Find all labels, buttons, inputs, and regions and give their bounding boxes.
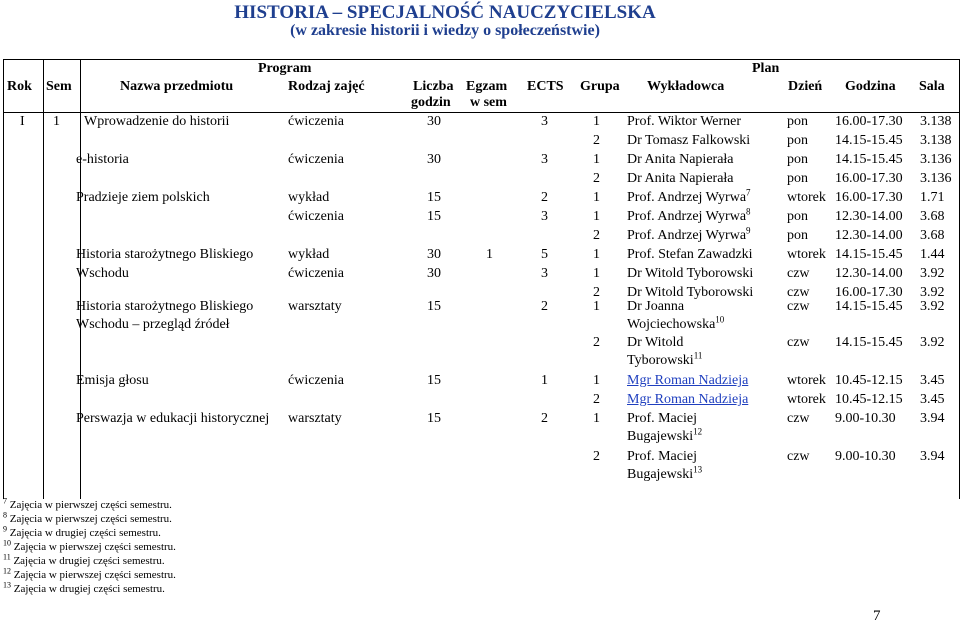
- footnote-number: 11: [3, 552, 11, 562]
- dzien-cell: pon: [787, 114, 808, 129]
- godzin-cell: 30: [427, 152, 441, 167]
- subject-name: e-historia: [76, 152, 129, 167]
- sala-cell: 3.138: [920, 133, 952, 148]
- footnote: [3, 510, 172, 525]
- footnote-number: 9: [3, 524, 7, 534]
- sala-cell: 3.92: [920, 335, 945, 350]
- footnote-text: Zajęcia w pierwszej części semestru.: [11, 569, 176, 581]
- ects-cell: 5: [541, 247, 548, 262]
- godzina-cell: 12.30-14.00: [835, 209, 903, 224]
- dzien-cell: czw: [787, 449, 810, 464]
- grupa-cell: 1: [593, 209, 600, 224]
- godzin-cell: 30: [427, 266, 441, 281]
- godzina-cell: 10.45-12.15: [835, 373, 903, 388]
- godzina-cell: 14.15-15.45: [835, 299, 903, 314]
- rodzaj-cell: ćwiczenia: [288, 373, 344, 388]
- egzam-header: Egzam: [466, 79, 508, 94]
- rodzaj-header: Rodzaj zajęć: [288, 79, 365, 94]
- footnote-number: 7: [3, 496, 7, 506]
- footnote: [3, 580, 165, 595]
- godzina-cell: 14.15-15.45: [835, 152, 903, 167]
- grupa-cell: 1: [593, 299, 600, 314]
- lecturer-cell: Prof. Maciej: [627, 449, 697, 464]
- dzien-cell: czw: [787, 285, 810, 300]
- dzien-cell: czw: [787, 335, 810, 350]
- footnote-number: 8: [3, 510, 7, 520]
- lecturer-cell: Dr Anita Napierała: [627, 171, 734, 186]
- godzina-cell: 16.00-17.30: [835, 190, 903, 205]
- godzin-cell: 30: [427, 247, 441, 262]
- lecturer-cell: Dr Witold: [627, 335, 684, 350]
- godzin-cell: 30: [427, 114, 441, 129]
- grupa-cell: 1: [593, 373, 600, 388]
- footnote-text: Zajęcia w pierwszej części semestru.: [7, 513, 172, 525]
- footnote-ref: 7: [746, 187, 751, 198]
- footnote: [3, 538, 176, 553]
- lecturer-cell: Dr Witold Tyborowski: [627, 285, 754, 300]
- grupa-cell: 2: [593, 335, 600, 350]
- dzien-header: Dzień: [788, 79, 823, 94]
- godzina-header: Godzina: [845, 79, 896, 94]
- egzam-cell: 1: [486, 247, 493, 262]
- dzien-cell: pon: [787, 228, 808, 243]
- rok-column-line: [43, 59, 44, 499]
- ects-cell: 3: [541, 152, 548, 167]
- rok-value: I: [20, 114, 25, 129]
- footnote-text: Zajęcia w drugiej części semestru.: [11, 583, 165, 595]
- ects-cell: 3: [541, 114, 548, 129]
- grupa-cell: 1: [593, 114, 600, 129]
- sala-cell: 3.136: [920, 152, 952, 167]
- page-number: 7: [873, 608, 881, 624]
- rodzaj-cell: ćwiczenia: [288, 152, 344, 167]
- ects-cell: 1: [541, 373, 548, 388]
- table-border-top: [3, 59, 959, 60]
- sala-cell: 3.68: [920, 228, 945, 243]
- ects-cell: 2: [541, 190, 548, 205]
- sala-cell: 3.92: [920, 266, 945, 281]
- ects-cell: 2: [541, 299, 548, 314]
- footnote-number: 12: [3, 566, 11, 576]
- ects-cell: 2: [541, 411, 548, 426]
- page-title: HISTORIA – SPECJALNOŚĆ NAUCZYCIELSKA: [234, 2, 656, 23]
- subject-name: Emisja głosu: [76, 373, 149, 388]
- footnote-text: Zajęcia w pierwszej części semestru.: [7, 499, 172, 511]
- liczba-header: Liczba: [413, 79, 454, 94]
- godzin-cell: 15: [427, 190, 441, 205]
- page-subtitle: (w zakresie historii i wiedzy o społeczeństwie): [290, 22, 600, 39]
- dzien-cell: czw: [787, 266, 810, 281]
- godzina-cell: 14.15-15.45: [835, 133, 903, 148]
- footnote-ref: 11: [693, 350, 703, 361]
- grupa-cell: 1: [593, 190, 600, 205]
- lecturer-link[interactable]: Mgr Roman Nadzieja: [627, 373, 749, 388]
- godzina-cell: 14.15-15.45: [835, 335, 903, 350]
- subject-name: Perswazja w edukacji historycznej: [76, 411, 270, 426]
- lecturer-cell-cont: Wojciechowska$^{10}$: [627, 314, 725, 332]
- lecturer-cell: Prof. Andrzej Wyrwa$^8$: [627, 206, 751, 224]
- godzina-cell: 16.00-17.30: [835, 285, 903, 300]
- dzien-cell: pon: [787, 209, 808, 224]
- footnote: [3, 524, 161, 539]
- rodzaj-cell: wykład: [288, 247, 330, 262]
- lecturer-cell: Prof. Stefan Zawadzki: [627, 247, 753, 262]
- footnote-text: Zajęcia w pierwszej części semestru.: [11, 541, 176, 553]
- grupa-cell: 2: [593, 171, 600, 186]
- grupa-cell: 2: [593, 449, 600, 464]
- godzin-header: godzin: [411, 95, 451, 110]
- godzin-cell: 15: [427, 411, 441, 426]
- grupa-cell: 1: [593, 247, 600, 262]
- grupa-cell: 1: [593, 411, 600, 426]
- subject-name: Wschodu – przegląd źródeł: [76, 317, 230, 332]
- lecturer-cell: Dr Tomasz Falkowski: [627, 133, 751, 148]
- godzina-cell: 9.00-10.30: [835, 449, 896, 464]
- grupa-cell: 1: [593, 266, 600, 281]
- lecturer-cell: Dr Anita Napierała: [627, 152, 734, 167]
- footnote-text: Zajęcia w drugiej części semestru.: [10, 555, 165, 567]
- ects-cell: 3: [541, 209, 548, 224]
- dzien-cell: wtorek: [787, 373, 826, 388]
- dzien-cell: pon: [787, 171, 808, 186]
- table-border-left: [3, 59, 4, 499]
- footnote-number: 13: [3, 580, 11, 590]
- godzin-cell: 15: [427, 373, 441, 388]
- grupa-cell: 2: [593, 133, 600, 148]
- wykladowca-header: Wykładowca: [647, 79, 725, 94]
- subject-name: Pradzieje ziem polskich: [76, 190, 210, 205]
- sala-cell: 3.92: [920, 299, 945, 314]
- sala-cell: 3.136: [920, 171, 952, 186]
- lecturer-cell: Prof. Andrzej Wyrwa$^7$: [627, 187, 751, 205]
- rodzaj-cell: wykład: [288, 190, 330, 205]
- plan-header: Plan: [752, 61, 780, 76]
- sem-value: 1: [53, 114, 60, 129]
- lecturer-link[interactable]: Mgr Roman Nadzieja: [627, 392, 749, 407]
- lecturer-cell: Prof. Wiktor Werner: [627, 114, 742, 129]
- footnote-ref: 8: [746, 206, 751, 217]
- rodzaj-cell: warsztaty: [288, 299, 342, 314]
- footnote-text: Zajęcia w drugiej części semestru.: [7, 527, 161, 539]
- sala-cell: 3.138: [920, 114, 952, 129]
- ects-cell: 3: [541, 266, 548, 281]
- footnote: [3, 496, 172, 511]
- dzien-cell: pon: [787, 152, 808, 167]
- godzina-cell: 9.00-10.30: [835, 411, 896, 426]
- grupa-cell: 2: [593, 285, 600, 300]
- dzien-cell: czw: [787, 411, 810, 426]
- rok-header: Rok: [7, 79, 32, 94]
- footnote: [3, 552, 165, 567]
- wsem-header: w sem: [470, 95, 507, 110]
- lecturer-cell-cont: Bugajewski$^{12}$: [627, 426, 703, 444]
- footnote-ref: 10: [715, 314, 725, 325]
- footnote: [3, 566, 176, 581]
- lecturer-cell-cont: Tyborowski$^{11}$: [627, 350, 703, 368]
- godzina-cell: 16.00-17.30: [835, 171, 903, 186]
- lecturer-cell: Dr Witold Tyborowski: [627, 266, 754, 281]
- godzin-cell: 15: [427, 209, 441, 224]
- sala-cell: 3.45: [920, 373, 945, 388]
- footnote-ref: 13: [693, 464, 703, 475]
- grupa-cell: 1: [593, 152, 600, 167]
- dzien-cell: pon: [787, 133, 808, 148]
- dzien-cell: wtorek: [787, 392, 826, 407]
- grupa-cell: 2: [593, 228, 600, 243]
- dzien-cell: wtorek: [787, 247, 826, 262]
- lecturer-cell: Prof. Maciej: [627, 411, 697, 426]
- lecturer-cell-cont: Bugajewski$^{13}$: [627, 464, 703, 482]
- sala-cell: 1.44: [920, 247, 945, 262]
- rodzaj-cell: warsztaty: [288, 411, 342, 426]
- header-bottom-line: [3, 112, 959, 113]
- godzina-cell: 10.45-12.15: [835, 392, 903, 407]
- rodzaj-cell: ćwiczenia: [288, 266, 344, 281]
- subject-name: Historia starożytnego Bliskiego: [76, 299, 254, 314]
- sala-cell: 3.45: [920, 392, 945, 407]
- grupa-cell: 2: [593, 392, 600, 407]
- lecturer-cell: Dr Joanna: [627, 299, 685, 314]
- godzina-cell: 16.00-17.30: [835, 114, 903, 129]
- godzin-cell: 15: [427, 299, 441, 314]
- nazwa-header: Nazwa przedmiotu: [120, 79, 234, 94]
- sala-cell: 3.94: [920, 411, 945, 426]
- sala-cell: 1.71: [920, 190, 945, 205]
- godzina-cell: 12.30-14.00: [835, 266, 903, 281]
- subject-name: Wprowadzenie do historii: [84, 114, 230, 129]
- program-header: Program: [258, 61, 312, 76]
- grupa-header: Grupa: [580, 79, 620, 94]
- sem-header: Sem: [46, 79, 72, 94]
- sala-header: Sala: [919, 79, 945, 94]
- godzina-cell: 14.15-15.45: [835, 247, 903, 262]
- footnote-number: 10: [3, 538, 11, 548]
- godzina-cell: 12.30-14.00: [835, 228, 903, 243]
- sala-cell: 3.68: [920, 209, 945, 224]
- sala-cell: 3.94: [920, 449, 945, 464]
- footnote-ref: 12: [693, 426, 703, 437]
- footnote-ref: 9: [746, 225, 751, 236]
- sala-cell: 3.92: [920, 285, 945, 300]
- rodzaj-cell: ćwiczenia: [288, 209, 344, 224]
- subject-name: Wschodu: [76, 266, 129, 281]
- dzien-cell: czw: [787, 299, 810, 314]
- lecturer-cell: Prof. Andrzej Wyrwa$^9$: [627, 225, 751, 243]
- rodzaj-cell: ćwiczenia: [288, 114, 344, 129]
- dzien-cell: wtorek: [787, 190, 826, 205]
- ects-header: ECTS: [527, 79, 564, 94]
- subject-name: Historia starożytnego Bliskiego: [76, 247, 254, 262]
